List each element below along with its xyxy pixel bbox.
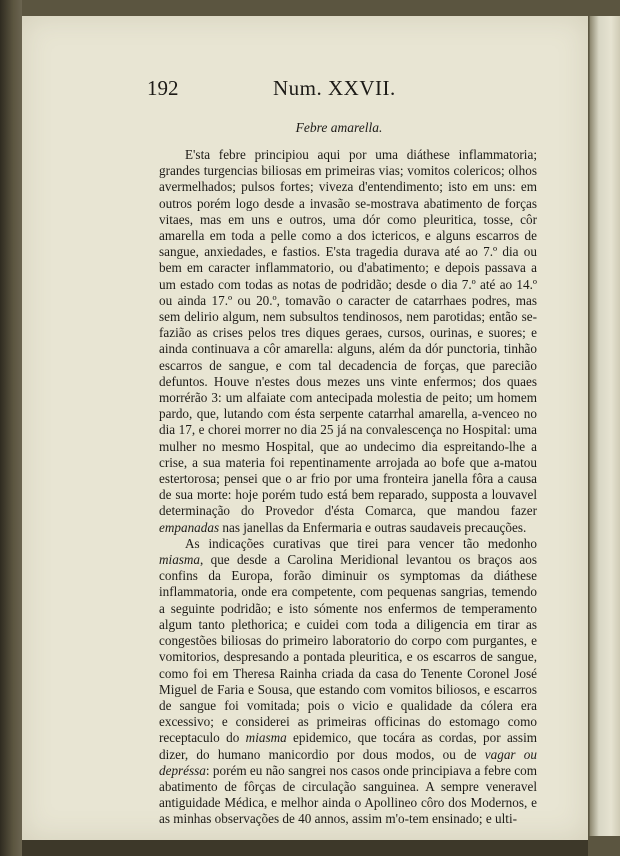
text-run: As indicações curativas que tirei para vencer tão medonho bbox=[185, 535, 537, 551]
text-run: nas janellas da Enfermaria e outras saudaveis precauções. bbox=[219, 519, 527, 535]
page-header bbox=[147, 74, 543, 110]
paragraph-2 bbox=[159, 536, 537, 828]
italic-run: miasma bbox=[159, 552, 201, 568]
body-text bbox=[159, 147, 537, 828]
paragraph-1 bbox=[159, 147, 537, 536]
section-title: Febre amarella. bbox=[295, 120, 383, 135]
bottom-edge-shadow bbox=[22, 840, 588, 856]
text-run: E'sta febre principiou aqui por uma diáthese inflammatoria; grandes turgencias biliosas em primeiras vias; vomitos colericos; olhos avermelhados; pulsos fortes; viveza d'entendimento; isto em uns: em outros porém logo desde a invasão se-mostrava abatimento de forças vitaes, mas em uns e outros, uma dór como pleuritica, tosse, côr amarella em toda a pelle como a dos ictericos, e alguns escarros de sangue, anxiedades, e fastios. E'sta tragedia durava até ao 7.º dia ou bem em caracter inflammatorio, ou d'abatimento; e depois passava a um estado com todas as notas de podridão; desde o dia 7.º até ao 14.º ou ainda 17.º ou 20.º, tomavão o caracter de catarrhaes podres, mas sem delirio algum, nem subsultos tendinosos, nem parotidas; então se-fazião as crises pelos tres diques geraes, cursos, ourinas, e suores; e ainda continuava a côr amarella: alguns, além da dór punctoria, tinhão escarros de sangue, e com tal decadencia de forças, que parecião defuntos. Houve n'estes dous mezes uns vinte enfermos; dos quaes morrérão 3: um alfaiate com antecipada molestia de peito; um homem pardo, que, lutando com ésta serpente catarrhal amarella, a-venceo no dia 17, e chorei morrer no dia 25 já na convalescença no Hospital: uma mulher no mesmo Hospital, que ao undecimo dia espreitando-lhe a crise, a sua materia foi repentinamente arrojada ao bofe que a-matou estertorosa; pensei que o ar frio por uma fronteira janella fôra a causa de sua morte: hoje porém tudo está bem reparado, supposta a louvavel determinação do Provedor d'ésta Comarca, que mandou fazer bbox=[159, 147, 537, 519]
text-run: , que desde a Carolina Meridional levantou os braços aos confins da Europa, forão diminuir os symptomas da diáthese inflammatoria, onde era competente, com pequenas sangrias, temendo a seguinte podridão; e isto sómente nos enfermos de temperamento algum tanto plethorica; e cuidei com toda a diligencia em tirar as congestões biliosas do primeiro laboratorio do corpo com purgantes, e vomitorios, despresando a pontada pleuritica, e os escarros de sangue, como foi em Theresa Rainha criada da casa do Tenente Coronel José Miguel de Faria e Sousa, que estando com vomitos biliosos, e escarros de sangue foi vomitada; pois o vicio e qualidade da cólera era excessivo; e considerei as primeiras officinas do estomago como receptaculo do bbox=[159, 552, 537, 746]
page-number: 192 bbox=[147, 76, 179, 100]
italic-run: vagar ou depréssa bbox=[159, 746, 537, 778]
italic-run: empanadas bbox=[159, 519, 220, 535]
book-gutter-shadow bbox=[0, 0, 22, 856]
next-page-edge bbox=[589, 16, 620, 836]
text-run: : porém eu não sangrei nos casos onde principiava a febre com abatimento de fôrças de circulação sanguinea. A sempre veneravel antiguidade Médica, e melhor ainda o Apollineo côro dos Modernos, e as minhas observações de 40 annos, assim m'o-tem ensinado; e ulti- bbox=[159, 762, 537, 827]
text-run: epidemico, que tocára as cordas, por assim dizer, do humano manicordio por dous modos, ou de bbox=[159, 730, 537, 762]
italic-run: miasma bbox=[245, 730, 287, 746]
running-title: Num. XXVII. bbox=[273, 76, 396, 100]
